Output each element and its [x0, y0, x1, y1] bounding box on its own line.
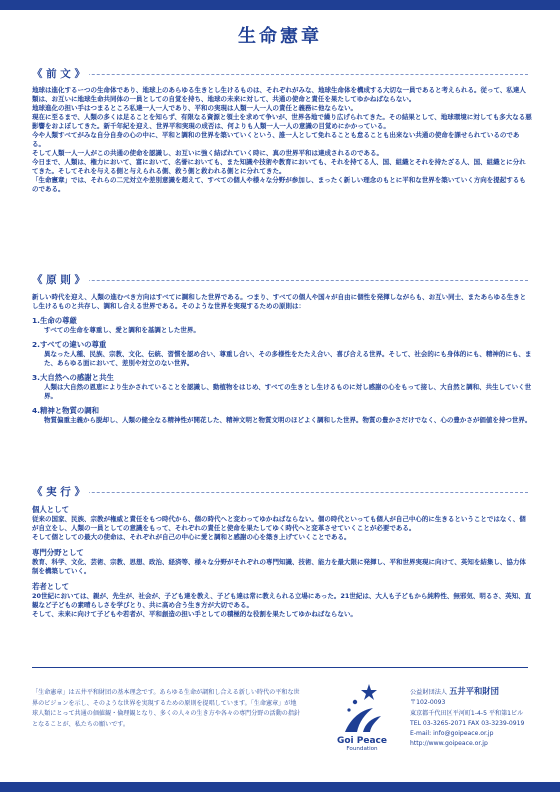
principle-text: 異なった人種、民族、宗教、文化、伝統、習慣を認め合い、尊重し合い、その多様性をたたえ合い、喜び合える世界。そして、社会的にも身体的にも、精神的にも、また、あらゆる面において、差別や対立のない世界。 — [44, 350, 532, 367]
preamble-paragraph: 現在に至るまで、人類の多くは足ることを知らず、有限なる資源と領土を求めて争いが、世界各地で繰り広げられてきた。その結果として、地球環境に対しても多大なる悪影響をおよぼしてきた。新千年紀を迎え、世界平和実現の成否は、何よりも人類一人一人の意識の目覚めにかかっている。 — [32, 113, 532, 130]
principles-intro: 新しい時代を迎え、人類の進むべき方向はすべてに調和した世界である。つまり、すべての個人や国々が自由に個性を発揮しながらも、お互い同士、またあらゆる生きとし生けるものと共存し、調和し合える世界である。そのような世界を実現するための原則は： — [32, 293, 527, 310]
logo-name: Goi Peace — [336, 736, 387, 746]
phone-fax: TEL 03-3265-2071 FAX 03-3239-0919 — [410, 719, 525, 727]
practice-paragraph: 20世紀においては、親が、先生が、社会が、子ども達を教え、子ども達は常に教えられる立場にあった。21世紀は、大人も子どもから純粋性、無邪気、明るさ、英知、直観など子どもの素晴らしさを学びとり、共に高め合う生き方が大切である。 — [32, 592, 532, 609]
dashed-rule — [32, 74, 528, 75]
org-prefix: 公益財団法人 — [410, 689, 448, 696]
footer-divider — [32, 667, 528, 668]
address: 東京都千代田区平河町1-4-5 平和第1ビル — [410, 709, 524, 717]
section-header-preamble — [32, 67, 528, 81]
section-title: 《 前 文 》 — [32, 67, 89, 81]
practice-paragraph: 教育、科学、文化、芸術、宗教、思想、政治、経済等、様々な分野がそれぞれの専門知識、技術、能力を最大限に発揮し、平和世界実現に向けて、英知を結集し、協力体制を構築していく。 — [32, 558, 526, 575]
top-band — [0, 0, 560, 10]
bottom-band — [0, 782, 560, 792]
practice-title: 個人として — [32, 505, 69, 514]
preamble-paragraph: 地球は進化するーつの生命体であり、地球上のあらゆる生きとし生けるものは、それぞれがみな、地球生命体を構成する大切な一員であると考えられる。従って、私達人類は、お互いに地球生命共同体の一員としての自覚を持ち、地球の未来に対して、共通の使命と責任を果たしてゆかねばならない。 — [32, 86, 526, 103]
principle-text: 物質偏重主義から脱却し、人類の健全なる精神性が開花した、精神文明と物質文明のほどよく調和した世界。物質の豊かさだけでなく、心の豊かさが価値を持つ世界。 — [44, 416, 532, 424]
principle-title: 4.精神と物質の調和 — [32, 406, 100, 415]
page-title: 生命憲章 — [238, 26, 322, 47]
preamble-paragraph: 今や人類すべてがみな自分自身の心の中に、平和と調和の世界を築いていくという、誰一人として免れることも怠ることも出来ない共通の使命を課せられているのである。 — [32, 131, 520, 148]
practice-paragraph: 従来の国家、民族、宗教が権威と責任をもつ時代から、個の時代へと変わってゆかねばならない。個の時代といっても個人が自己中心的に生きるということではなく、個が自立をし、人類の一員としての意識をもって、それぞれの責任と使命を果たしてゆく時代へと変革させていくことが必要である。 — [32, 515, 526, 532]
preamble-paragraph: 「生命憲章」では、それらの二元対立や差別意識を超えて、すべての個人や様々な分野が参加し、まったく新しい理念のもとに平和な世界を築いていく方向を提起するものである。 — [32, 176, 526, 193]
org-name: 五井平和財団 — [449, 686, 499, 696]
principles-body — [32, 293, 532, 425]
practice-paragraph: そして個としての最大の使命は、それぞれが自己の中心に愛と調和と感謝の心を築き上げていくことである。 — [32, 533, 351, 541]
dashed-rule — [32, 280, 528, 281]
principle-text: 人類は大自然の恩恵により生かされていることを認識し、動植物をはじめ、すべての生きとし生けるものに対し感謝の心をもって接し、大自然と調和、共生していく世界。 — [44, 383, 532, 400]
practice-paragraph: そして、未来に向けて子どもや若者が、平和創造の担い手としての積極的な役割を果たしてゆかねばならない。 — [32, 610, 357, 618]
principle-title: 3.大自然への感謝と共生 — [32, 373, 114, 382]
website: http://www.goipeace.or.jp — [410, 740, 488, 748]
section-title: 《 原 則 》 — [32, 273, 89, 287]
logo-subtitle: Foundation — [346, 746, 378, 752]
principle-text: すべての生命を尊重し、愛と調和を基調とした世界。 — [44, 326, 200, 334]
preamble-paragraph: そして人類一人一人がこの共通の使命を認識し、お互いに強く結ばれていく時に、真の世界平和は達成されるのである。 — [32, 149, 383, 157]
principle-title: 2.すべての違いの尊重 — [32, 340, 107, 349]
dashed-rule — [32, 492, 528, 493]
postal-code: 〒102-0093 — [410, 699, 446, 707]
section-header-principles — [32, 273, 528, 287]
preamble-paragraph: 今日まで、人類は、権力において、富において、名誉においても、また知識や技術や教育においても、それを持てる人、国、組織とそれを持たざる人、国、組織とに分れてきた。そしてそれを与える側と与えられる側、救う側と救われる側とに分れてきた。 — [32, 158, 526, 175]
principle-title: 1.生命の尊厳 — [32, 316, 77, 325]
section-title: 《 実 行 》 — [32, 485, 89, 499]
practice-title: 若者として — [32, 582, 69, 591]
practice-body — [32, 505, 532, 619]
preamble-body — [32, 86, 532, 194]
practice-title: 専門分野として — [32, 548, 84, 557]
section-header-practice — [32, 485, 528, 499]
contact-block — [410, 686, 550, 750]
preamble-paragraph: 地球進化の担い手はつまるところ私達一人一人であり、平和の実現は人類一人一人の責任と義務に他ならない。 — [32, 104, 357, 112]
email: E-mail: info@goipeace.or.jp — [410, 730, 494, 738]
organization-name — [410, 686, 550, 698]
footer-description: 「生命憲章」は五井平和財団の基本理念です。あらゆる生命が調和し合える新しい時代の平和な世界のビジョンを示し、そのような世界を実現するための原則を提唱しています。「生命憲章」が地球人類にとって共通の価値観・倫理観となり、多くの人々の生き方や各々の専門分野の活動の指針となることが、私たちの願いです。 — [32, 689, 301, 728]
